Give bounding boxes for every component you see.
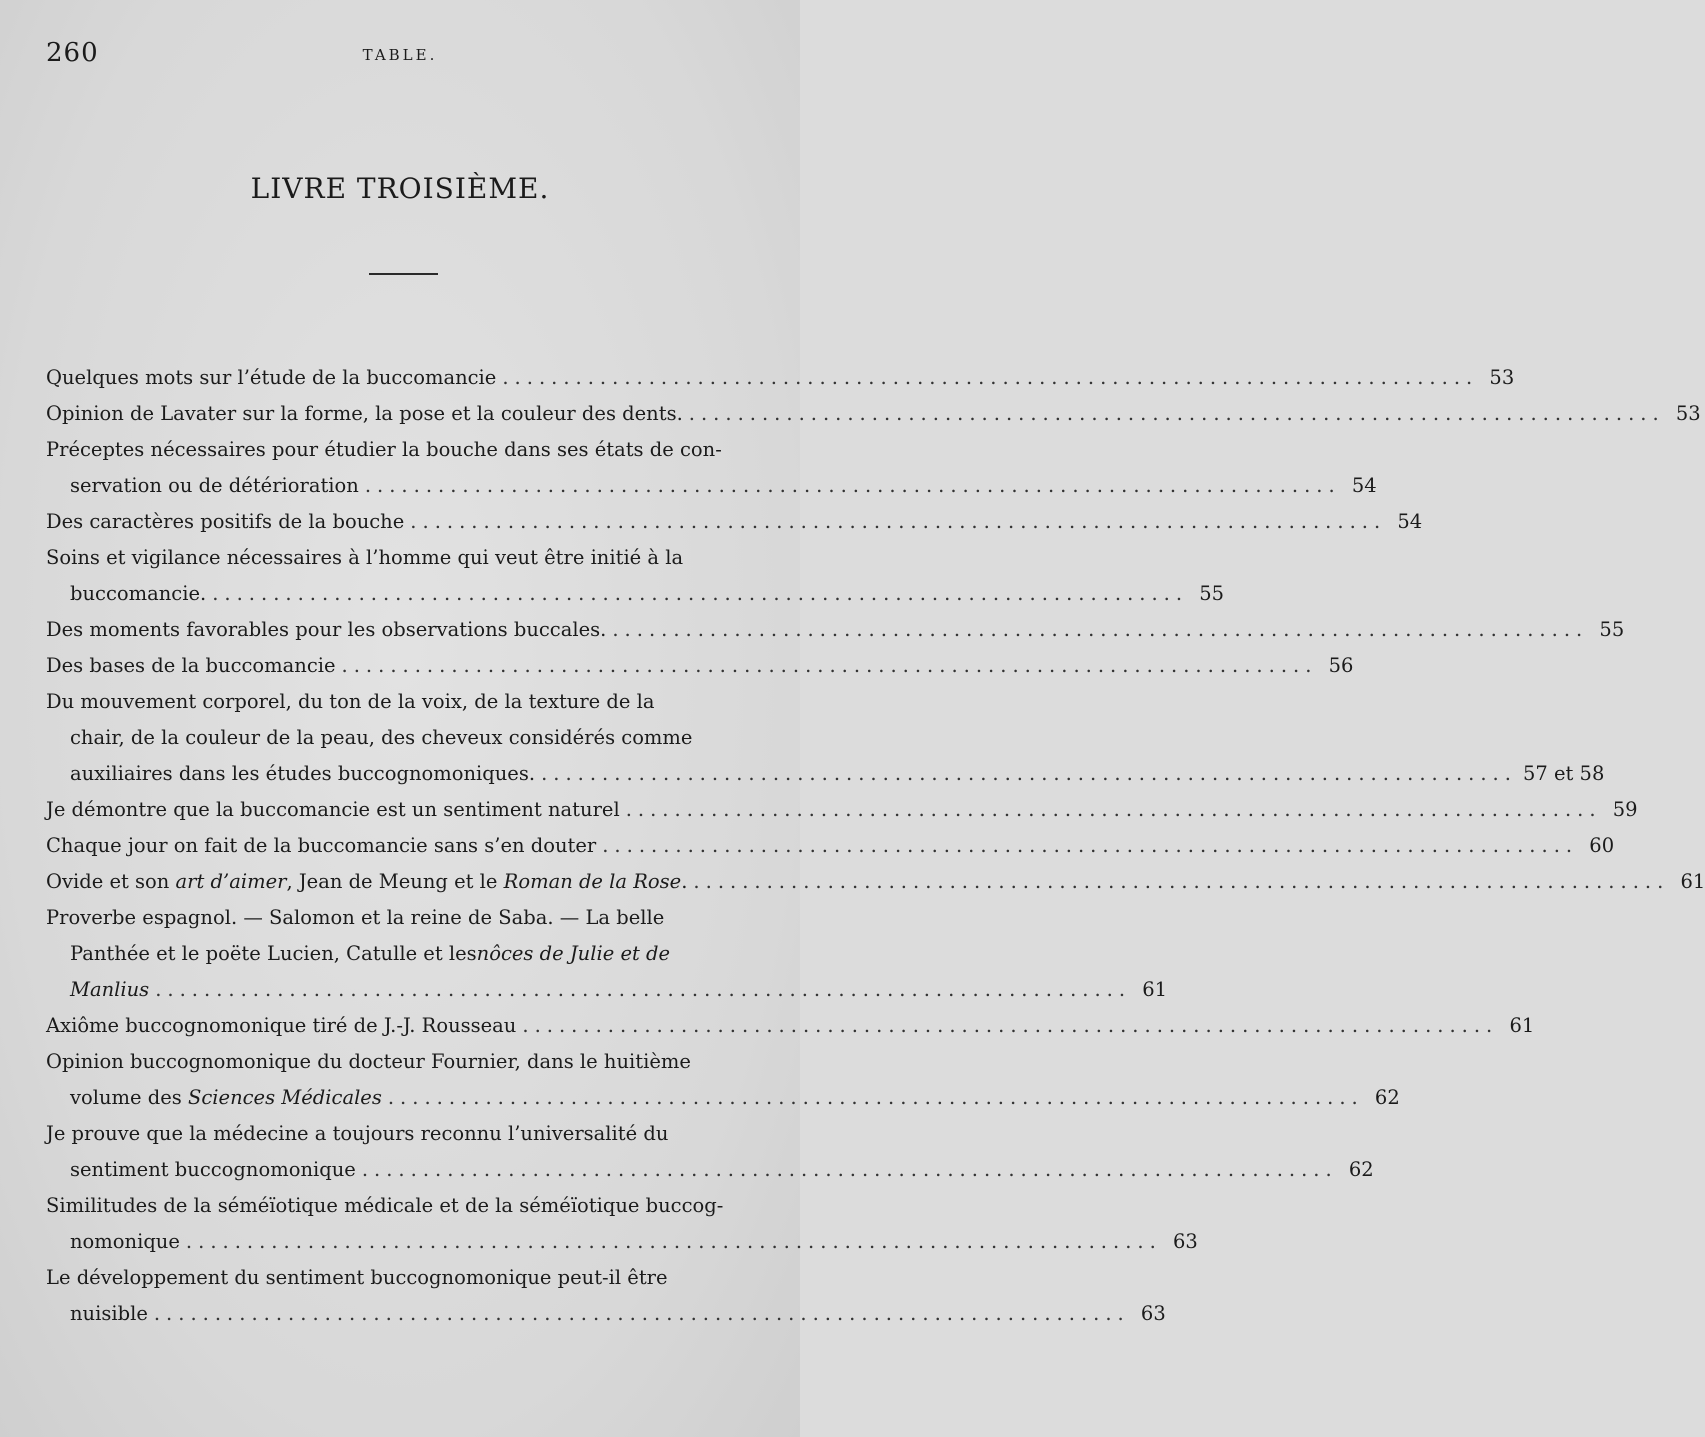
dot-leader: ................................................................................ — [625, 798, 1602, 821]
toc-page-number: 55 — [1599, 618, 1625, 641]
toc-entry — [46, 504, 1423, 540]
toc-entry — [46, 792, 1638, 828]
toc-entry — [46, 1008, 1535, 1044]
text-run: , Jean de Meung et le — [286, 870, 504, 893]
toc-entry-text: nomonique — [70, 1230, 180, 1253]
dot-leader: ................................................................................ — [387, 1086, 1364, 1109]
toc-entry — [46, 1260, 1166, 1332]
toc-entry-line: chair, de la couleur de la peau, des cheveux considérés comme — [70, 726, 693, 749]
toc-page-number: 57 et 58 — [1522, 762, 1605, 785]
running-head: TABLE. — [362, 46, 438, 64]
dot-leader: ................................................................................ — [153, 1302, 1130, 1325]
toc-entry — [46, 1188, 1198, 1260]
toc-entry-line: Similitudes de la séméïotique médicale et de la séméïotique buccog- — [46, 1194, 724, 1217]
dot-leader: ................................................................................ — [410, 510, 1387, 533]
toc-entry-line: Je prouve que la médecine a toujours reconnu l’universalité du — [46, 1122, 669, 1145]
italic-title: Roman de la Rose — [503, 870, 682, 893]
toc-entry-line: Du mouvement corporel, du ton de la voix, de la texture de la — [46, 690, 655, 713]
dot-leader: ................................................................................ — [361, 1158, 1338, 1181]
italic-title: Sciences Médicales — [188, 1086, 382, 1109]
toc-entry-text: Axiôme buccognomonique tiré de J.-J. Rousseau — [46, 1014, 517, 1037]
toc-entry-text: Des bases de la buccomancie — [46, 654, 336, 677]
page-number: 260 — [46, 38, 99, 68]
text-run: . — [681, 870, 688, 893]
title-rule — [369, 273, 438, 275]
dot-leader: ................................................................................ — [688, 402, 1665, 425]
toc-entry-text: Des caractères positifs de la bouche — [46, 510, 405, 533]
toc-page-number: 63 — [1140, 1302, 1166, 1325]
toc-entry — [46, 1044, 1400, 1116]
toc-page-number: 53 — [1675, 402, 1701, 425]
dot-leader: ................................................................................ — [364, 474, 1341, 497]
toc-entry — [46, 612, 1625, 648]
toc-entry — [46, 828, 1615, 864]
dot-leader: ................................................................................ — [341, 654, 1318, 677]
table-of-contents — [46, 360, 1705, 1332]
toc-page-number: 61 — [1142, 978, 1168, 1001]
toc-page-number: 59 — [1612, 798, 1638, 821]
dot-leader: ................................................................................ — [541, 762, 1517, 785]
toc-page-number: 54 — [1351, 474, 1377, 497]
toc-entry-line — [46, 936, 760, 972]
toc-page-number: 56 — [1328, 654, 1354, 677]
dot-leader: ................................................................................ — [693, 870, 1670, 893]
toc-page-number: 53 — [1489, 366, 1515, 389]
toc-page-number: 62 — [1348, 1158, 1374, 1181]
toc-page-number: 60 — [1589, 834, 1615, 857]
dot-leader: ................................................................................ — [602, 834, 1579, 857]
toc-page-number: 54 — [1397, 510, 1423, 533]
section-title: LIVRE TROISIÈME. — [250, 172, 550, 205]
dot-leader: ................................................................................ — [155, 978, 1132, 1001]
toc-entry-text: sentiment buccognomonique — [70, 1158, 356, 1181]
toc-entry-text: Je démontre que la buccomancie est un sentiment naturel — [46, 798, 620, 821]
toc-page-number: 63 — [1172, 1230, 1198, 1253]
toc-entry-text: servation ou de détérioration — [70, 474, 359, 497]
toc-entry-text — [70, 1080, 382, 1116]
toc-page-number: 61 — [1509, 1014, 1535, 1037]
toc-entry — [46, 540, 1225, 612]
toc-entry-line: Proverbe espagnol. — Salomon et la reine de Saba. — La belle — [46, 906, 665, 929]
toc-entry-line: Le développement du sentiment buccognomonique peut-il être — [46, 1266, 668, 1289]
dot-leader: ................................................................................ — [502, 366, 1479, 389]
toc-entry-text: Opinion de Lavater sur la forme, la pose et la couleur des dents. — [46, 402, 683, 425]
toc-entry — [46, 684, 1605, 792]
italic-title: art d’aimer — [175, 870, 287, 893]
toc-entry — [46, 1116, 1374, 1188]
toc-entry-text: Manlius — [70, 978, 150, 1001]
toc-page-number: 55 — [1199, 582, 1225, 605]
toc-entry — [46, 648, 1354, 684]
italic-title: nôces de Julie et de — [476, 942, 671, 965]
toc-entry-line: Soins et vigilance nécessaires à l’homme qui veut être initié à la — [46, 546, 684, 569]
dot-leader: ................................................................................ — [612, 618, 1589, 641]
toc-entry — [46, 432, 1377, 504]
toc-entry — [46, 864, 1705, 900]
toc-entry — [46, 900, 1168, 1008]
toc-entry-text: Quelques mots sur l’étude de la buccomancie — [46, 366, 497, 389]
dot-leader: ................................................................................ — [522, 1014, 1499, 1037]
toc-entry-text: nuisible — [70, 1302, 148, 1325]
text-run: Ovide et son — [46, 870, 176, 893]
text-run: Panthée et le poëte Lucien, Catulle et les — [70, 942, 477, 965]
dot-leader: ................................................................................ — [185, 1230, 1162, 1253]
toc-entry-line: Opinion buccognomonique du docteur Fournier, dans le huitième — [46, 1050, 691, 1073]
toc-entry-text: buccomancie. — [70, 582, 207, 605]
text-run: volume des — [70, 1086, 189, 1109]
toc-entry-line: Préceptes nécessaires pour étudier la bouche dans ses états de con- — [46, 438, 722, 461]
toc-entry — [46, 360, 1515, 396]
toc-entry-text — [46, 864, 687, 900]
toc-entry-text: auxiliaires dans les études buccognomoniques. — [70, 762, 536, 785]
toc-page-number: 61 — [1680, 870, 1705, 893]
toc-entry-text: Des moments favorables pour les observations buccales. — [46, 618, 607, 641]
dot-leader: ................................................................................ — [212, 582, 1189, 605]
toc-entry — [46, 396, 1701, 432]
toc-entry-text: Chaque jour on fait de la buccomancie sans s’en douter — [46, 834, 597, 857]
toc-page-number: 62 — [1374, 1086, 1400, 1109]
